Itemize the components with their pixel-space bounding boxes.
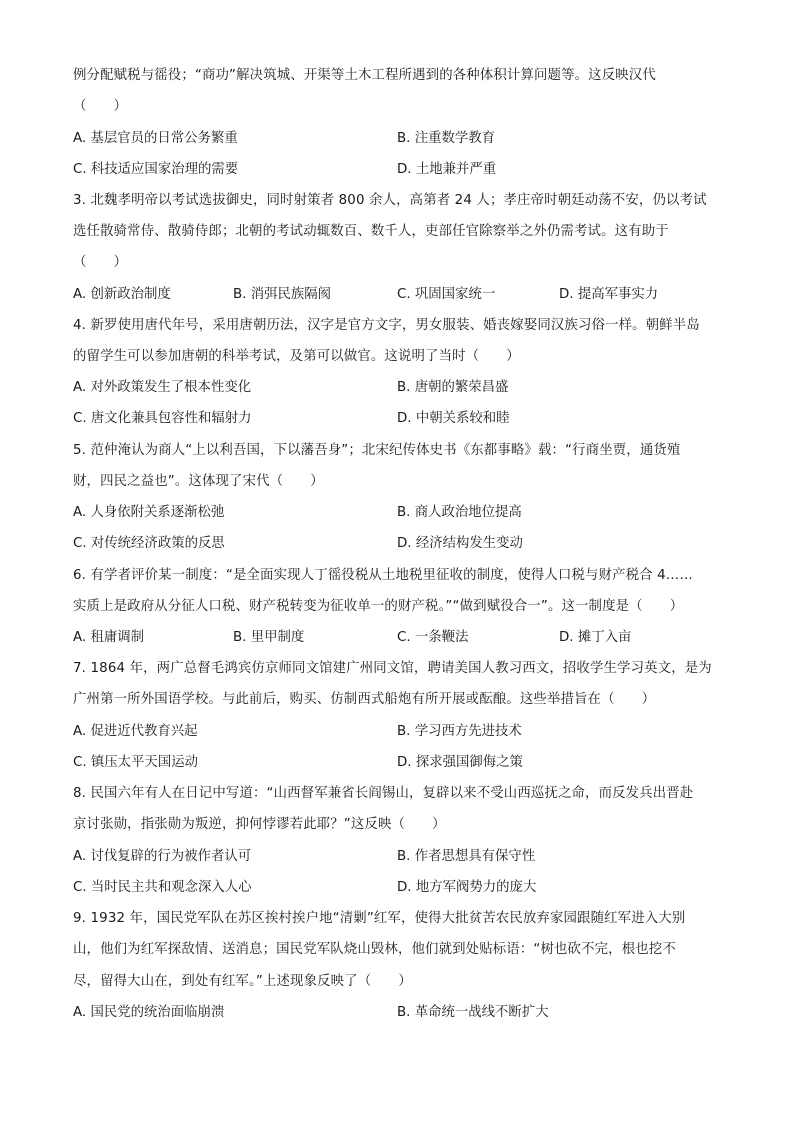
- q4-option-c[interactable]: C. 唐文化兼具包容性和辐射力: [73, 411, 252, 426]
- q8-option-a[interactable]: A. 讨伐复辟的行为被作者认可: [73, 849, 252, 864]
- q5-option-d[interactable]: D. 经济结构发生变动: [397, 536, 523, 551]
- q7-option-a[interactable]: A. 促进近代教育兴起: [73, 724, 198, 739]
- q4-stem-line-1: 4. 新罗使用唐代年号，采用唐朝历法，汉字是官方文字，男女服装、婚丧嫁娶同汉族习俗一样。朝鲜半岛: [73, 318, 700, 333]
- q5-stem-line-2: 财，四民之益也”。这体现了宋代（ ）: [73, 474, 324, 489]
- q3-answer-paren: （ ）: [73, 255, 128, 270]
- q8-option-b[interactable]: B. 作者思想具有保守性: [397, 849, 536, 864]
- q7-stem-line-2: 广州第一所外国语学校。与此前后，购买、仿制西式船炮有所开展或酝酿。这些举措旨在（ ）: [73, 692, 656, 707]
- q2-answer-paren: （ ）: [73, 99, 128, 114]
- q8-option-d[interactable]: D. 地方军阀势力的庞大: [397, 880, 537, 895]
- q6-stem-line-2: 实质上是政府从分征人口税、财产税转变为征收单一的财产税。”“做到赋役合一”。这一制度是（ ）: [73, 599, 684, 614]
- q3-stem-line-2: 选任散骑常侍、散骑侍郎；北朝的考试动辄数百、数千人，吏部任官除察举之外仍需考试。这有助于: [73, 224, 669, 239]
- q6-option-d[interactable]: D. 摊丁入亩: [559, 630, 632, 645]
- q2-option-a[interactable]: A. 基层官员的日常公务繁重: [73, 131, 238, 146]
- q9-stem-line-2: 山，他们为红军探敌情、送消息；国民党军队烧山毁林，他们就到处贴标语：“树也砍不完，根也挖不: [73, 942, 676, 957]
- q8-stem-line-1: 8. 民国六年有人在日记中写道：“山西督军兼省长阎锡山，复辟以来不受山西巡抚之命，而反发兵出晋赴: [73, 786, 694, 801]
- q6-option-a[interactable]: A. 租庸调制: [73, 630, 144, 645]
- q2-option-c[interactable]: C. 科技适应国家治理的需要: [73, 162, 239, 177]
- q6-stem-line-1: 6. 有学者评价某一制度：“是全面实现人丁徭役税从土地税里征收的制度，使得人口税与财产税合 4……: [73, 568, 693, 583]
- q3-stem-line-1: 3. 北魏孝明帝以考试选拔御史，同时射策者 800 余人，高第者 24 人；孝庄帝时朝廷动荡不安，仍以考试: [73, 193, 707, 208]
- q9-option-a[interactable]: A. 国民党的统治面临崩溃: [73, 1005, 225, 1020]
- q7-option-d[interactable]: D. 探求强国御侮之策: [397, 755, 523, 770]
- q4-option-a[interactable]: A. 对外政策发生了根本性变化: [73, 380, 252, 395]
- q9-stem-line-1: 9. 1932 年，国民党军队在苏区挨村挨户地“清剿”红军，使得大批贫苦农民放弃家园跟随红军进入大别: [73, 911, 686, 926]
- q3-option-d[interactable]: D. 提高军事实力: [559, 287, 659, 302]
- q7-option-b[interactable]: B. 学习西方先进技术: [397, 724, 522, 739]
- q5-option-a[interactable]: A. 人身依附关系逐渐松弛: [73, 505, 225, 520]
- q2-stem-line: 例分配赋税与徭役；“商功”解决筑城、开渠等土木工程所遇到的各种体积计算问题等。这反映汉代: [73, 68, 656, 83]
- q2-option-b[interactable]: B. 注重数学教育: [397, 131, 496, 146]
- q5-stem-line-1: 5. 范仲淹认为商人“上以利吾国，下以藩吾身”；北宋纪传体史书《东都事略》载：“行商坐贾，通货殖: [73, 443, 681, 458]
- q8-option-c[interactable]: C. 当时民主共和观念深入人心: [73, 880, 252, 895]
- q7-stem-line-1: 7. 1864 年，两广总督毛鸿宾仿京师同文馆建广州同文馆，聘请美国人教习西文，招收学生学习英文，是为: [73, 661, 712, 676]
- q5-option-c[interactable]: C. 对传统经济政策的反思: [73, 536, 225, 551]
- q3-option-c[interactable]: C. 巩固国家统一: [397, 287, 496, 302]
- q4-option-b[interactable]: B. 唐朝的繁荣昌盛: [397, 380, 509, 395]
- q8-stem-line-2: 京讨张勋，指张勋为叛逆，抑何悖谬若此耶？”这反映（ ）: [73, 817, 446, 832]
- q4-stem-line-2: 的留学生可以参加唐朝的科举考试，及第可以做官。这说明了当时（ ）: [73, 349, 520, 364]
- q5-option-b[interactable]: B. 商人政治地位提高: [397, 505, 522, 520]
- q3-option-b[interactable]: B. 消弭民族隔阂: [233, 287, 332, 302]
- q6-option-b[interactable]: B. 里甲制度: [233, 630, 305, 645]
- q9-option-b[interactable]: B. 革命统一战线不断扩大: [397, 1005, 549, 1020]
- q4-option-d[interactable]: D. 中朝关系较和睦: [397, 411, 510, 426]
- q3-option-a[interactable]: A. 创新政治制度: [73, 287, 171, 302]
- q6-option-c[interactable]: C. 一条鞭法: [397, 630, 469, 645]
- q7-option-c[interactable]: C. 镇压太平天国运动: [73, 755, 198, 770]
- q9-stem-line-3: 尽，留得大山在，到处有红军。”上述现象反映了（ ）: [73, 974, 412, 989]
- q2-option-d[interactable]: D. 土地兼并严重: [397, 162, 497, 177]
